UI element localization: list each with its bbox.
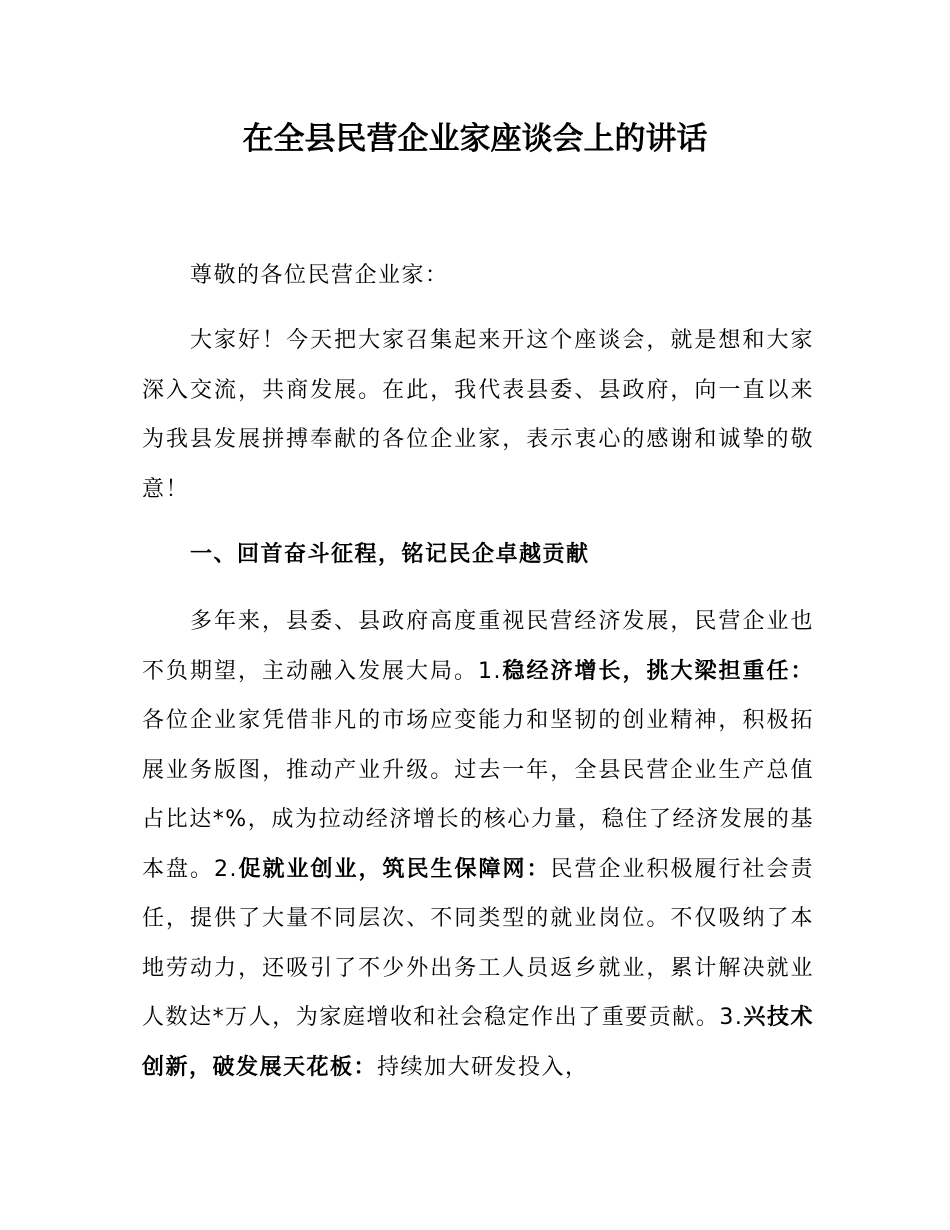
point2-text: 民营企业积极履行社会责任，提供了大量不同层次、不同类型的就业岗位。不仅吸纳了本地劳动力，还吸引了不少外出务工人员返乡就业，累计解决就业人数达*万人，为家庭增收和社会稳定作出了重要贡献。3.: [142, 856, 814, 1030]
point3-text: 持续加大研发投入，: [377, 1054, 589, 1080]
salutation-text: 尊敬的各位民营企业家：: [190, 263, 449, 288]
section-heading: [142, 530, 814, 580]
point1-text: 各位企业家凭借非凡的市场应变能力和坚韧的创业精神，积极拓展业务版图，推动产业升级。过去一年，全县民营企业生产总值占比达*%，成为拉动经济增长的核心力量，稳住了经济发展的基本盘。2.: [142, 708, 814, 882]
paragraph-opening: [142, 316, 814, 514]
paragraph-contributions-text: [142, 597, 814, 1092]
page-title: 在全县民营企业家座谈会上的讲话: [242, 121, 708, 157]
point2-title: 促就业创业，筑民生保障网：: [238, 856, 551, 882]
section-heading-text: 一、回首奋斗征程，铭记民企卓越贡献: [190, 542, 590, 567]
paragraph-intro: 多年来，县委、县政府高度重视民营经济发展，民营企业也不负期望，主动融入发展大局。1.: [142, 609, 814, 684]
point1-title: 稳经济增长，挑大梁担重任：: [501, 658, 814, 684]
salutation: [142, 251, 814, 301]
point3-title: 兴技术创新，破发展天花板：: [142, 1005, 814, 1080]
paragraph-opening-text: 大家好！今天把大家召集起来开这个座谈会，就是想和大家深入交流，共商发展。在此，我代表县委、县政府，向一直以来为我县发展拼搏奉献的各位企业家，表示衷心的感谢和诚挚的敬意！: [142, 328, 814, 502]
paragraph-contributions: [142, 597, 814, 1092]
